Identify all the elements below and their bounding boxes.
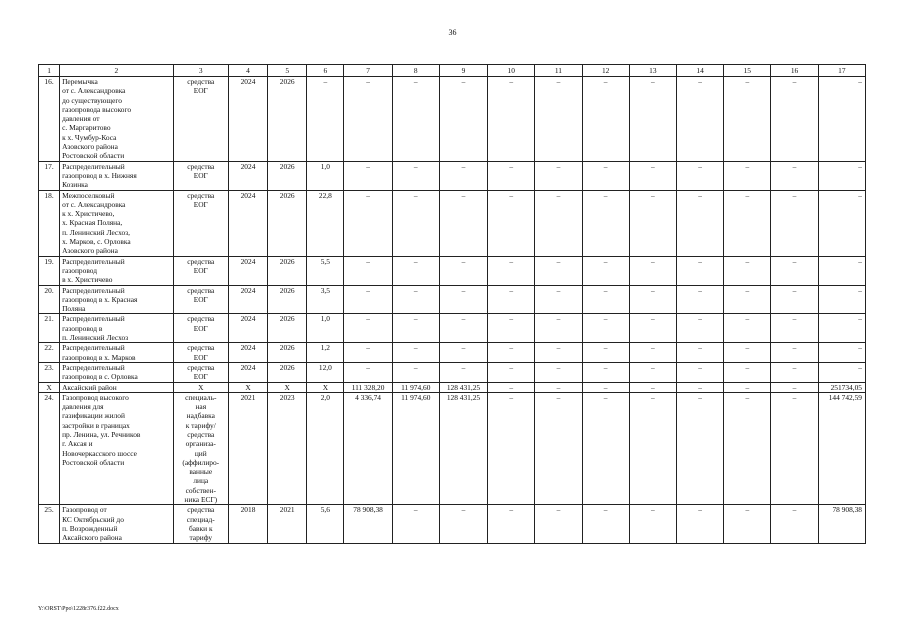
length-cell: 5,6 — [307, 505, 344, 543]
value-cell: – — [344, 190, 392, 256]
column-number-cell: 13 — [629, 65, 676, 77]
value-cell: – — [582, 343, 629, 363]
value-cell: – — [724, 505, 771, 543]
value-cell: – — [392, 77, 439, 162]
value-cell: – — [582, 382, 629, 392]
end-year-cell: 2023 — [268, 392, 307, 505]
column-number-cell: 8 — [392, 65, 439, 77]
value-cell: – — [488, 343, 535, 363]
value-cell: – — [439, 505, 487, 543]
value-cell: – — [488, 285, 535, 314]
column-number-cell: 14 — [676, 65, 723, 77]
table-row — [39, 392, 866, 505]
total-value-cell: 78 908,38 — [818, 505, 865, 543]
total-value-cell: – — [818, 362, 865, 382]
column-number-row — [39, 65, 866, 77]
value-cell: – — [676, 362, 723, 382]
end-year-cell: 2026 — [268, 285, 307, 314]
row-number-cell: 20. — [39, 285, 60, 314]
value-cell: 128 431,25 — [439, 392, 487, 505]
value-cell: – — [344, 362, 392, 382]
data-table — [38, 64, 866, 544]
value-cell: – — [535, 362, 582, 382]
value-cell: – — [439, 285, 487, 314]
value-cell: – — [488, 190, 535, 256]
funding-source-cell: средства ЕОГ — [173, 77, 228, 162]
table-row — [39, 362, 866, 382]
value-cell: – — [629, 190, 676, 256]
value-cell: – — [344, 161, 392, 190]
value-cell: – — [724, 256, 771, 285]
object-name-cell: Распределительный газопровод в п. Ленинский Лесхоз — [60, 314, 174, 343]
value-cell: – — [392, 314, 439, 343]
value-cell: – — [724, 362, 771, 382]
total-value-cell: 144 742,59 — [818, 392, 865, 505]
file-path-footer: Y:\ORST\Ppo\1228r376.f22.docx — [38, 606, 119, 612]
value-cell: – — [724, 77, 771, 162]
value-cell: – — [724, 161, 771, 190]
page-number: 36 — [448, 28, 457, 37]
value-cell: – — [629, 392, 676, 505]
value-cell: – — [535, 382, 582, 392]
value-cell: 4 336,74 — [344, 392, 392, 505]
value-cell: – — [439, 190, 487, 256]
value-cell: – — [771, 314, 818, 343]
end-year-cell: 2026 — [268, 256, 307, 285]
value-cell: – — [676, 343, 723, 363]
value-cell: 11 974,60 — [392, 392, 439, 505]
total-value-cell: – — [818, 343, 865, 363]
start-year-cell: 2024 — [228, 343, 267, 363]
value-cell: – — [676, 77, 723, 162]
value-cell: – — [392, 285, 439, 314]
value-cell: – — [344, 343, 392, 363]
row-number-cell: 23. — [39, 362, 60, 382]
value-cell: – — [629, 285, 676, 314]
length-cell: 22,8 — [307, 190, 344, 256]
column-number-cell: 9 — [439, 65, 487, 77]
start-year-cell: 2024 — [228, 190, 267, 256]
row-number-cell: Х — [39, 382, 60, 392]
value-cell: – — [771, 161, 818, 190]
object-name-cell: Распределительный газопровод в х. Нижняя Козинка — [60, 161, 174, 190]
end-year-cell: 2026 — [268, 190, 307, 256]
funding-source-cell: средства специад- бавки к тарифу — [173, 505, 228, 543]
value-cell: – — [771, 505, 818, 543]
value-cell: 128 431,25 — [439, 382, 487, 392]
object-name-cell: Распределительный газопровод в х. Красная Поляна — [60, 285, 174, 314]
column-number-cell: 3 — [173, 65, 228, 77]
end-year-cell: 2021 — [268, 505, 307, 543]
value-cell: – — [535, 505, 582, 543]
length-cell: 12,0 — [307, 362, 344, 382]
table-body — [39, 65, 866, 544]
value-cell: – — [724, 285, 771, 314]
end-year-cell: Х — [268, 382, 307, 392]
value-cell: – — [676, 161, 723, 190]
total-value-cell: – — [818, 161, 865, 190]
value-cell: – — [535, 392, 582, 505]
funding-source-cell: средства ЕОГ — [173, 314, 228, 343]
length-cell: – — [307, 77, 344, 162]
funding-source-cell: средства ЕОГ — [173, 161, 228, 190]
value-cell: – — [676, 285, 723, 314]
table-row — [39, 285, 866, 314]
value-cell: – — [676, 382, 723, 392]
value-cell: – — [488, 314, 535, 343]
funding-source-cell: специаль- ная надбавка к тарифу/ средства организа- ций (аффилиро- ванные лица собствен- ника ЕСГ) — [173, 392, 228, 505]
value-cell: – — [582, 392, 629, 505]
column-number-cell: 6 — [307, 65, 344, 77]
value-cell: – — [392, 505, 439, 543]
start-year-cell: 2021 — [228, 392, 267, 505]
value-cell: – — [771, 392, 818, 505]
column-number-cell: 17 — [818, 65, 865, 77]
start-year-cell: 2024 — [228, 77, 267, 162]
end-year-cell: 2026 — [268, 343, 307, 363]
end-year-cell: 2026 — [268, 77, 307, 162]
start-year-cell: 2018 — [228, 505, 267, 543]
column-number-cell: 10 — [488, 65, 535, 77]
value-cell: – — [535, 314, 582, 343]
start-year-cell: 2024 — [228, 161, 267, 190]
value-cell: – — [771, 77, 818, 162]
length-cell: Х — [307, 382, 344, 392]
value-cell: – — [392, 343, 439, 363]
value-cell: – — [629, 343, 676, 363]
value-cell: – — [771, 382, 818, 392]
length-cell: 1,0 — [307, 161, 344, 190]
value-cell: – — [392, 362, 439, 382]
table-row — [39, 343, 866, 363]
value-cell: – — [488, 362, 535, 382]
value-cell: – — [535, 343, 582, 363]
object-name-cell: Межпоселковый от с. Александровка к х. Христичево, х. Красная Поляна, п. Ленинский Лесхоз, х. Марков, с. Орловка Азовского района — [60, 190, 174, 256]
value-cell: – — [724, 190, 771, 256]
object-name-cell: Распределительный газопровод в с. Орловка — [60, 362, 174, 382]
row-number-cell: 18. — [39, 190, 60, 256]
length-cell: 2,0 — [307, 392, 344, 505]
value-cell: – — [344, 314, 392, 343]
length-cell: 1,0 — [307, 314, 344, 343]
value-cell: – — [582, 256, 629, 285]
end-year-cell: 2026 — [268, 161, 307, 190]
value-cell: – — [582, 161, 629, 190]
value-cell: – — [724, 314, 771, 343]
start-year-cell: 2024 — [228, 314, 267, 343]
value-cell: – — [676, 505, 723, 543]
value-cell: – — [439, 362, 487, 382]
table-row — [39, 77, 866, 162]
column-number-cell: 2 — [60, 65, 174, 77]
funding-source-cell: Х — [173, 382, 228, 392]
value-cell: – — [582, 77, 629, 162]
value-cell: – — [724, 343, 771, 363]
funding-source-cell: средства ЕОГ — [173, 343, 228, 363]
row-number-cell: 25. — [39, 505, 60, 543]
start-year-cell: Х — [228, 382, 267, 392]
value-cell: – — [535, 256, 582, 285]
value-cell: – — [582, 505, 629, 543]
value-cell: – — [676, 392, 723, 505]
value-cell: – — [771, 285, 818, 314]
funding-source-cell: средства ЕОГ — [173, 362, 228, 382]
value-cell: – — [771, 190, 818, 256]
value-cell: – — [582, 285, 629, 314]
column-number-cell: 12 — [582, 65, 629, 77]
object-name-cell: Газопровод от КС Октябрьский до п. Возрожденный Аксайского района — [60, 505, 174, 543]
length-cell: 3,5 — [307, 285, 344, 314]
value-cell: – — [344, 77, 392, 162]
value-cell: – — [535, 285, 582, 314]
value-cell: – — [771, 362, 818, 382]
value-cell: – — [676, 256, 723, 285]
column-number-cell: 11 — [535, 65, 582, 77]
total-value-cell: – — [818, 190, 865, 256]
value-cell: 78 908,38 — [344, 505, 392, 543]
value-cell: – — [629, 362, 676, 382]
object-name-cell: Распределительный газопровод в х. Христичево — [60, 256, 174, 285]
value-cell: – — [629, 505, 676, 543]
value-cell: – — [629, 382, 676, 392]
row-number-cell: 21. — [39, 314, 60, 343]
row-number-cell: 17. — [39, 161, 60, 190]
value-cell: – — [488, 392, 535, 505]
value-cell: 111 328,20 — [344, 382, 392, 392]
value-cell: – — [488, 505, 535, 543]
object-name-cell: Аксайский район — [60, 382, 174, 392]
table-row — [39, 505, 866, 543]
column-number-cell: 5 — [268, 65, 307, 77]
value-cell: – — [439, 314, 487, 343]
value-cell: – — [392, 190, 439, 256]
value-cell: – — [724, 392, 771, 505]
value-cell: – — [676, 314, 723, 343]
total-value-cell: – — [818, 256, 865, 285]
value-cell: – — [629, 77, 676, 162]
total-value-cell: 251734,05 — [818, 382, 865, 392]
funding-source-cell: средства ЕОГ — [173, 256, 228, 285]
start-year-cell: 2024 — [228, 256, 267, 285]
value-cell: – — [676, 190, 723, 256]
column-number-cell: 16 — [771, 65, 818, 77]
table-row — [39, 190, 866, 256]
column-number-cell: 4 — [228, 65, 267, 77]
column-number-cell: 15 — [724, 65, 771, 77]
column-number-cell: 1 — [39, 65, 60, 77]
value-cell: – — [535, 161, 582, 190]
value-cell: – — [535, 190, 582, 256]
start-year-cell: 2024 — [228, 362, 267, 382]
value-cell: – — [629, 314, 676, 343]
column-number-cell: 7 — [344, 65, 392, 77]
value-cell: – — [629, 161, 676, 190]
value-cell: – — [771, 343, 818, 363]
value-cell: – — [724, 382, 771, 392]
funding-source-cell: средства ЕОГ — [173, 285, 228, 314]
table-row — [39, 161, 866, 190]
table-row — [39, 256, 866, 285]
end-year-cell: 2026 — [268, 314, 307, 343]
value-cell: 11 974,60 — [392, 382, 439, 392]
value-cell: – — [488, 77, 535, 162]
value-cell: – — [535, 77, 582, 162]
row-number-cell: 22. — [39, 343, 60, 363]
value-cell: – — [488, 256, 535, 285]
value-cell: – — [439, 77, 487, 162]
object-name-cell: Газопровод высокого давления для газификации жилой застройки в границах пр. Ленина, ул. Речников г. Аксая и Новочеркасского шоссе Ростовской области — [60, 392, 174, 505]
value-cell: – — [582, 314, 629, 343]
funding-source-cell: средства ЕОГ — [173, 190, 228, 256]
length-cell: 1,2 — [307, 343, 344, 363]
table-row — [39, 314, 866, 343]
value-cell: – — [582, 362, 629, 382]
value-cell: – — [629, 256, 676, 285]
value-cell: – — [344, 256, 392, 285]
row-number-cell: 16. — [39, 77, 60, 162]
object-name-cell: Распределительный газопровод в х. Марков — [60, 343, 174, 363]
value-cell: – — [771, 256, 818, 285]
row-number-cell: 19. — [39, 256, 60, 285]
value-cell: – — [439, 256, 487, 285]
total-value-cell: – — [818, 77, 865, 162]
total-value-cell: – — [818, 314, 865, 343]
value-cell: – — [439, 161, 487, 190]
table-row — [39, 382, 866, 392]
value-cell: – — [344, 285, 392, 314]
value-cell: – — [488, 382, 535, 392]
value-cell: – — [392, 161, 439, 190]
total-value-cell: – — [818, 285, 865, 314]
row-number-cell: 24. — [39, 392, 60, 505]
value-cell: – — [439, 343, 487, 363]
object-name-cell: Перемычка от с. Александровка до существующего газопровода высокого давления от с. Маргаритово к х. Чумбур-Коса Азовского района Ростовской области — [60, 77, 174, 162]
value-cell: – — [488, 161, 535, 190]
length-cell: 5,5 — [307, 256, 344, 285]
value-cell: – — [582, 190, 629, 256]
end-year-cell: 2026 — [268, 362, 307, 382]
value-cell: – — [392, 256, 439, 285]
start-year-cell: 2024 — [228, 285, 267, 314]
